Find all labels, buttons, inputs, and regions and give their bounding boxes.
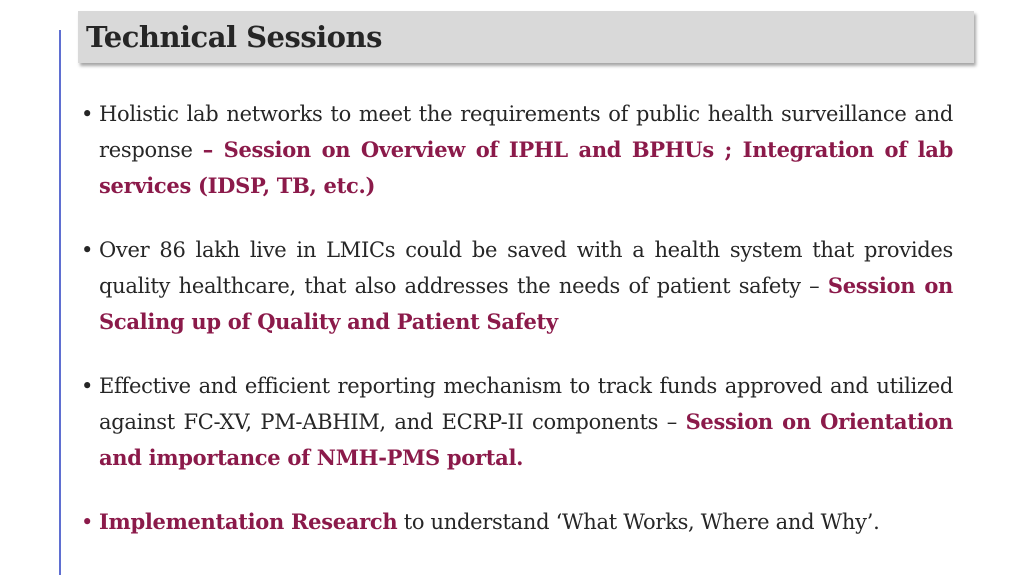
bullet-text: Over 86 lakh live in LMICs could be saved with a health system that provides quality healthcare, that also addresses the needs of patient safety – xyxy=(99,238,953,298)
vertical-accent-line xyxy=(59,30,61,575)
bullet-item-implementation-research xyxy=(79,504,953,540)
bullet-icon: • xyxy=(81,102,94,126)
bullet-icon: • xyxy=(81,374,94,398)
bullet-text: to understand ‘What Works, Where and Why’. xyxy=(397,510,880,534)
bullet-highlight: – Session on Overview of IPHL and BPHUs ; Integration of lab services (IDSP, TB, etc.) xyxy=(99,137,953,198)
bullet-highlight: Implementation Research xyxy=(99,509,398,534)
bullet-icon: • xyxy=(81,238,94,262)
bullet-item-lab-networks xyxy=(79,96,953,204)
bullet-highlight: Session on Scaling up of Quality and Patient Safety xyxy=(99,273,953,334)
bullet-highlight: Session on Orientation and importance of NMH-PMS portal. xyxy=(99,409,953,470)
bullet-item-patient-safety xyxy=(79,232,953,340)
title-bar xyxy=(78,11,974,63)
slide-title: Technical Sessions xyxy=(86,20,382,54)
bullet-icon: • xyxy=(81,510,94,534)
bullet-item-reporting-mechanism xyxy=(79,368,953,476)
bullet-text: Effective and efficient reporting mechanism to track funds approved and utilized against FC-XV, PM-ABHIM, and ECRP-II components – xyxy=(99,374,953,434)
bullet-list xyxy=(79,96,953,540)
bullet-text: Holistic lab networks to meet the requirements of public health surveillance and response xyxy=(99,102,953,162)
